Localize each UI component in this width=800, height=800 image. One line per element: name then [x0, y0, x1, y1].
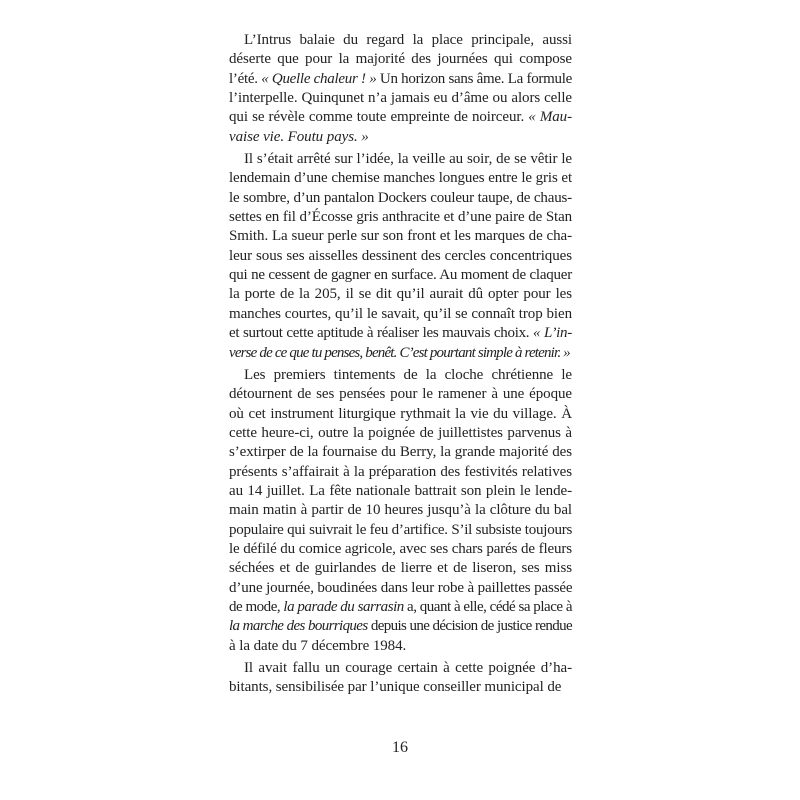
- text-run: qui se révèle comme toute empreinte de noirceur.: [229, 109, 529, 126]
- text-line: [229, 482, 572, 501]
- italic-run: « Quelle chaleur ! »: [261, 70, 377, 87]
- text-line: [229, 344, 572, 363]
- text-line: [229, 324, 572, 343]
- text-line: [229, 285, 572, 304]
- text-run: main matin à partir de 10 heures jusqu’à la clôture du bal: [229, 502, 572, 519]
- text-run: leur sous ses aisselles dessinent des cercles concentriques: [229, 247, 572, 264]
- text-line: [229, 637, 572, 656]
- text-run: manches courtes, qu’il le savait, qu’il se connaît trop bien: [229, 305, 572, 322]
- text-run: où cet instrument liturgique rythmait la vie du village. À: [229, 405, 572, 422]
- paragraph: [229, 659, 572, 698]
- paragraph: [229, 366, 572, 656]
- text-line: [229, 50, 572, 69]
- text-line: [229, 70, 572, 89]
- text-line: [229, 128, 572, 147]
- text-line: [229, 659, 572, 678]
- text-line: [229, 266, 572, 285]
- text-line: [229, 405, 572, 424]
- text-run: L’Intrus balaie du regard la place principale, aussi: [244, 32, 572, 48]
- text-line: [229, 579, 572, 598]
- text-line: [229, 559, 572, 578]
- text-run: d’une journée, boudinées dans leur robe à paillettes passée: [229, 579, 573, 596]
- text-run: a, quant à elle, cédé sa place à: [403, 598, 572, 615]
- italic-run: « L’in-: [533, 325, 572, 342]
- text-line: [229, 247, 572, 266]
- text-line: [229, 189, 572, 208]
- text-run: le défilé du comice agricole, avec ses chars parés de fleurs: [229, 540, 572, 557]
- text-line: [229, 169, 572, 188]
- text-run: de mode,: [229, 598, 284, 615]
- text-run: depuis une décision de justice rendue: [367, 618, 572, 635]
- text-run: cette heure-ci, outre la poignée de juillettistes parvenus à: [229, 424, 572, 441]
- text-run: à la date du 7 décembre 1984.: [229, 637, 407, 654]
- text-line: [229, 305, 572, 324]
- italic-run: la marche des bourriques: [229, 618, 368, 635]
- text-run: détournent de ses pensées pour le ramener à une époque: [229, 386, 572, 403]
- text-line: [229, 463, 572, 482]
- text-line: [229, 617, 572, 636]
- text-run: Un horizon sans âme. La formule: [376, 70, 573, 87]
- text-run: l’été.: [229, 70, 262, 87]
- text-line: [229, 501, 572, 520]
- text-run: déserte que pour la majorité des journées qui compose: [229, 51, 572, 68]
- text-line: [229, 385, 572, 404]
- text-run: Il s’était arrêté sur l’idée, la veille au soir, de se vêtir le: [244, 151, 572, 168]
- text-run: la porte de la 205, il se dit qu’il aurait dû opter pour les: [229, 286, 572, 303]
- text-line: [229, 208, 572, 227]
- text-run: lendemain d’une chemise manches longues entre le gris et: [229, 170, 572, 187]
- text-line: [229, 89, 572, 108]
- text-line: [229, 540, 572, 559]
- text-line: [229, 108, 572, 127]
- text-run: l’interpelle. Quinqunet n’a jamais eu d’âme ou alors celle: [229, 90, 572, 107]
- text-run: Les premiers tintements de la cloche chrétienne le: [244, 366, 572, 383]
- page-number: 16: [392, 739, 408, 756]
- text-line: [229, 150, 572, 169]
- text-run: le sombre, d’un pantalon Dockers couleur taupe, de chaus-: [229, 189, 572, 206]
- italic-run: vaise vie. Foutu pays. »: [229, 128, 369, 145]
- text-line: [229, 443, 572, 462]
- text-run: Smith. La sueur perle sur son front et les marques de cha-: [229, 228, 572, 245]
- paragraph: [229, 31, 572, 147]
- text-run: s’extirper de la fournaise du Berry, la grande majorité des: [229, 444, 572, 461]
- body-text: [229, 31, 572, 698]
- text-line: [229, 424, 572, 443]
- text-run: au 14 juillet. La fête nationale battrait son plein le lende-: [229, 482, 572, 499]
- text-line: [229, 678, 572, 697]
- italic-run: la parade du sarrasin: [283, 598, 404, 615]
- italic-run: « Mau-: [528, 109, 573, 126]
- text-line: [229, 227, 572, 246]
- text-run: séchées et de guirlandes de lierre et de liseron, ses miss: [229, 560, 572, 577]
- text-line: [229, 598, 572, 617]
- text-run: et surtout cette aptitude à réaliser les mauvais choix.: [229, 325, 533, 342]
- text-run: qui ne cessent de gagner en surface. Au moment de claquer: [229, 267, 572, 284]
- text-run: bitants, sensibilisée par l’unique conseiller municipal de: [229, 679, 562, 696]
- text-run: settes en fil d’Écosse gris anthracite et d’une paire de Stan: [229, 209, 572, 226]
- text-run: présents s’affairait à la préparation des festivités relatives: [229, 463, 572, 480]
- text-run: Il avait fallu un courage certain à cette poignée d’ha-: [244, 660, 572, 676]
- text-run: populaire qui suivrait le feu d’artifice. S’il subsiste toujours: [229, 521, 573, 538]
- text-line: [229, 366, 572, 385]
- paragraph: [229, 150, 572, 363]
- text-line: [229, 521, 572, 540]
- italic-run: verse de ce que tu penses, benêt. C’est pourtant simple à retenir. »: [229, 344, 570, 361]
- text-line: [229, 31, 572, 50]
